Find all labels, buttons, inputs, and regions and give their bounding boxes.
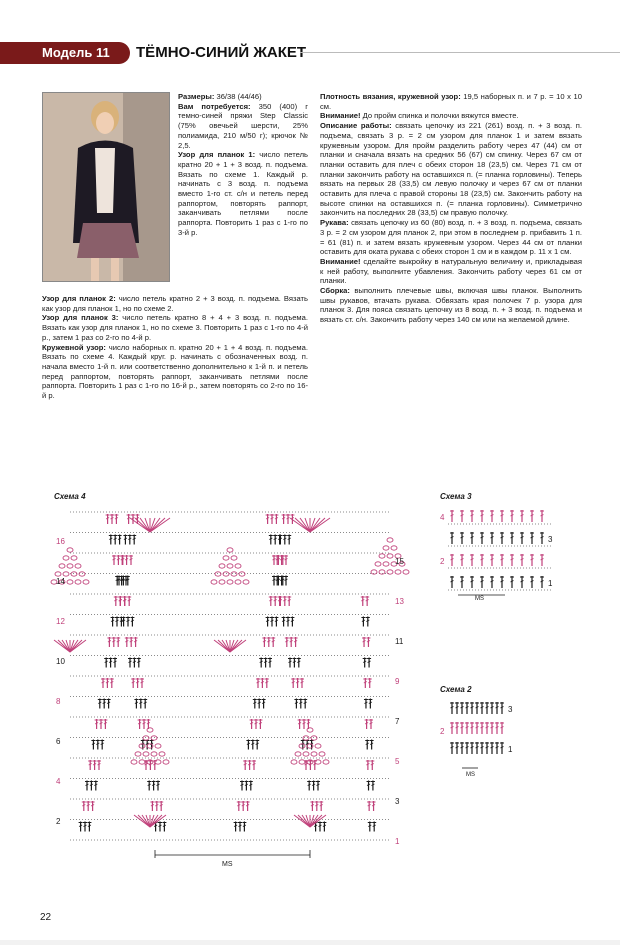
cluster-symbol [135, 752, 141, 756]
row-number-right: 1 [508, 745, 513, 754]
cluster-symbol [387, 538, 393, 542]
cluster-symbol [71, 572, 77, 576]
cluster-symbol [155, 744, 161, 748]
row-number-left: 10 [56, 657, 65, 666]
cluster-symbol [227, 564, 233, 568]
repeat-label: MS [466, 772, 475, 778]
row-number-left: 2 [56, 817, 61, 826]
model-label: Модель 11 [42, 45, 110, 60]
row-number-right: 9 [395, 677, 400, 686]
row-number-right: 15 [395, 557, 404, 566]
fan-symbol [142, 815, 150, 827]
cluster-symbol [139, 760, 145, 764]
cluster-symbol [379, 554, 385, 558]
cluster-symbol [67, 580, 73, 584]
need-label: Вам потребуется: [178, 101, 251, 111]
cluster-symbol [143, 752, 149, 756]
row-number-left: 2 [440, 557, 445, 566]
cluster-symbol [155, 760, 161, 764]
cluster-symbol [159, 752, 165, 756]
fan-symbol [310, 518, 320, 532]
cluster-symbol [219, 580, 225, 584]
row-number-right: 13 [395, 597, 404, 606]
cluster-symbol [315, 744, 321, 748]
row-number-right: 1 [395, 837, 400, 846]
cluster-symbol [219, 564, 225, 568]
cluster-symbol [303, 736, 309, 740]
pattern2-value: число петель кратно 2 + 3 возд. п. подъема. Вязать как узор для планок 1, но по схеме 2. [42, 294, 308, 313]
cluster-symbol [79, 572, 85, 576]
assembly-label: Сборка: [320, 286, 350, 296]
row-number-left: 14 [56, 577, 65, 586]
cluster-symbol [227, 580, 233, 584]
sizes-value: 36/38 (44/46) [214, 92, 262, 101]
cluster-symbol [75, 580, 81, 584]
scheme3-label: Схема 3 [440, 492, 472, 501]
pattern3-value: число петель кратно 8 + 4 + 3 возд. п. подъема. Вязать как узор для планок 1, но по схеме 3. Повторить 1 раз с 1-го по 4-й р., затем 1 раз со 2-го по 4-й р. [42, 313, 308, 342]
row-number-left: 6 [56, 737, 61, 746]
pattern1-label: Узор для планок 1: [178, 150, 256, 160]
row-number-right: 3 [508, 705, 513, 714]
cluster-symbol [83, 580, 89, 584]
cluster-symbol [231, 572, 237, 576]
row-number-right: 7 [395, 717, 400, 726]
lace-value: число наборных п. кратно 20 + 1 + 4 возд. п. подъема. Вязать по схеме 4. Каждый круг. р. начинать с обозначенных возд. п. начала вместо 1-й п. или соответственно дополнительно к 1-й п. и петель перед раппортом, повторять раппорт, заканчивать петлями после раппорта. Повторить 1 раз с 1-го по 16-й р., затем повторять со 2-го по 16-й р. [42, 342, 308, 401]
fan-symbol [300, 518, 310, 532]
cluster-symbol [151, 752, 157, 756]
attention1-label: Внимание! [320, 111, 361, 121]
fan-symbol [222, 640, 230, 652]
repeat-label: MS [475, 596, 484, 602]
row-number-left: 12 [56, 617, 65, 626]
row-number-right: 11 [395, 637, 404, 646]
cluster-symbol [211, 580, 217, 584]
cluster-symbol [311, 736, 317, 740]
scheme2-label: Схема 2 [440, 685, 472, 694]
cluster-symbol [163, 760, 169, 764]
cluster-symbol [235, 580, 241, 584]
cluster-symbol [239, 572, 245, 576]
pattern3-label: Узор для планок 3: [42, 313, 119, 323]
cluster-symbol [223, 572, 229, 576]
cluster-symbol [395, 570, 401, 574]
cluster-symbol [403, 570, 409, 574]
cluster-symbol [319, 752, 325, 756]
pattern1-value: число петель кратно 20 + 1 + 3 возд. п. подъема. Вязать по схеме 1. Каждый р. начинать с 3 возд. п. подъема вместо 1-го ст. с/н и петель перед раппортом, повторять раппорт, заканчивать петлями после раппорта. Повторить 1 раз с 1-го по 3-й р. [178, 150, 308, 237]
cluster-symbol [147, 728, 153, 732]
cluster-symbol [63, 572, 69, 576]
row-number-left: 4 [440, 513, 445, 522]
cluster-symbol [59, 564, 65, 568]
scheme4-label: Схема 4 [54, 492, 86, 501]
page-title: ТЁМНО-СИНИЙ ЖАКЕТ [136, 44, 307, 61]
cluster-symbol [383, 546, 389, 550]
cluster-symbol [223, 556, 229, 560]
cluster-symbol [67, 548, 73, 552]
fan-symbol [140, 518, 150, 532]
cluster-symbol [295, 752, 301, 756]
cluster-symbol [323, 760, 329, 764]
cluster-symbol [231, 556, 237, 560]
sleeve-value: связать цепочку из 60 (80) возд. п. + 3 возд. п. подъема, связать 3 р. = 2 см узором для планок 2, при этом в последнем р. прибавить 1 п. = 61 (81) п. и затем вязать кружевным узором. Через 44 см от планки оставить для оката рукава с обеих сторон 1 см и в каждом р. 11 х 1 см. [320, 218, 582, 257]
attention2-value: сделайте выкройку в натуральную величину и, прикладывая к ней работу, выполните убавления. Закончить работу через 61 см от планки. [320, 256, 582, 286]
attention2-label: Внимание! [320, 256, 361, 266]
row-number-right: 3 [395, 797, 400, 806]
cluster-symbol [215, 572, 221, 576]
need-value: 350 (400) г темно-синей пряжи Step Classic (75% овечьей шерсти, 25% полиамида, 210 м/50 г); крючок № 2,5. [178, 101, 309, 150]
cluster-symbol [387, 554, 393, 558]
attention1-value: До пройм спинка и полочки вяжутся вместе. [360, 111, 519, 121]
density-value: 19,5 наборных п. и 7 р. = 10 х 10 см. [320, 92, 582, 111]
lace-label: Кружевной узор: [42, 342, 106, 352]
page-number: 22 [40, 912, 52, 923]
work-value: связать цепочку из 221 (261) возд. п. + 3 возд. п. подъема, связать 3 р. = 2 см узором для планок 1 и затем вязать кружевным узором. Для пройм разделить работу через 47 (44) см от планки и сначала вязать на средних 56 (67) см спинку. Через 67 см от планки оставить для плеч с обеих сторон 18 (23,5) см. Через 71 см от планки закончить работу на оставшихся п. (= планка горловины). Теперь вязать на первых 28 (33,5) см левую полочку и через 67 см от планки оставить для плеча с правой стороны 18 (23,5) см. Закончить работу на высоте спинки на оставшихся п. (= планка горловины). Симметрично закончить на последних 28 (33,5) см правую полочку. [320, 121, 582, 218]
row-number-left: 16 [56, 537, 65, 546]
row-number-right: 3 [548, 535, 553, 544]
cluster-symbol [235, 564, 241, 568]
cluster-symbol [299, 760, 305, 764]
cluster-symbol [63, 556, 69, 560]
row-number-right: 5 [395, 757, 400, 766]
cluster-symbol [55, 572, 61, 576]
pattern2-label: Узор для планок 2: [42, 294, 116, 303]
page-bottom-edge [0, 940, 620, 945]
cluster-symbol [307, 728, 313, 732]
row-number-left: 4 [56, 777, 61, 786]
cluster-symbol [227, 548, 233, 552]
cluster-symbol [375, 562, 381, 566]
cluster-symbol [143, 736, 149, 740]
density-label: Плотность вязания, кружевной узор: [320, 92, 461, 101]
row-number-left: 8 [56, 697, 61, 706]
cluster-symbol [387, 570, 393, 574]
cluster-symbol [243, 580, 249, 584]
cluster-symbol [151, 736, 157, 740]
cluster-symbol [291, 760, 297, 764]
cluster-symbol [315, 760, 321, 764]
assembly-value: выполнить плечевые швы, включая швы планок. Выполнить швы рукавов, втачать рукава. Обвязать края полочек 7 р. узора для планок 3. Для пояса связать цепочку из 8 возд. п. + 3 возд. п. подъема и вязать ст. с/н. Закончить работу через 140 см или на желаемой длине. [320, 286, 582, 325]
fan-symbol [62, 640, 70, 652]
cluster-symbol [303, 752, 309, 756]
fan-symbol [150, 518, 160, 532]
cluster-symbol [391, 546, 397, 550]
repeat-label: MS [222, 861, 233, 868]
cluster-symbol [131, 760, 137, 764]
cluster-symbol [75, 564, 81, 568]
row-number-right: 1 [548, 579, 553, 588]
cluster-symbol [67, 564, 73, 568]
cluster-symbol [71, 556, 77, 560]
sleeve-label: Рукава: [320, 218, 349, 228]
cluster-symbol [383, 562, 389, 566]
row-number-left: 2 [440, 727, 445, 736]
sizes-label: Размеры: [178, 92, 215, 101]
work-label: Описание работы: [320, 121, 392, 131]
fan-symbol [302, 815, 310, 827]
cluster-symbol [311, 752, 317, 756]
